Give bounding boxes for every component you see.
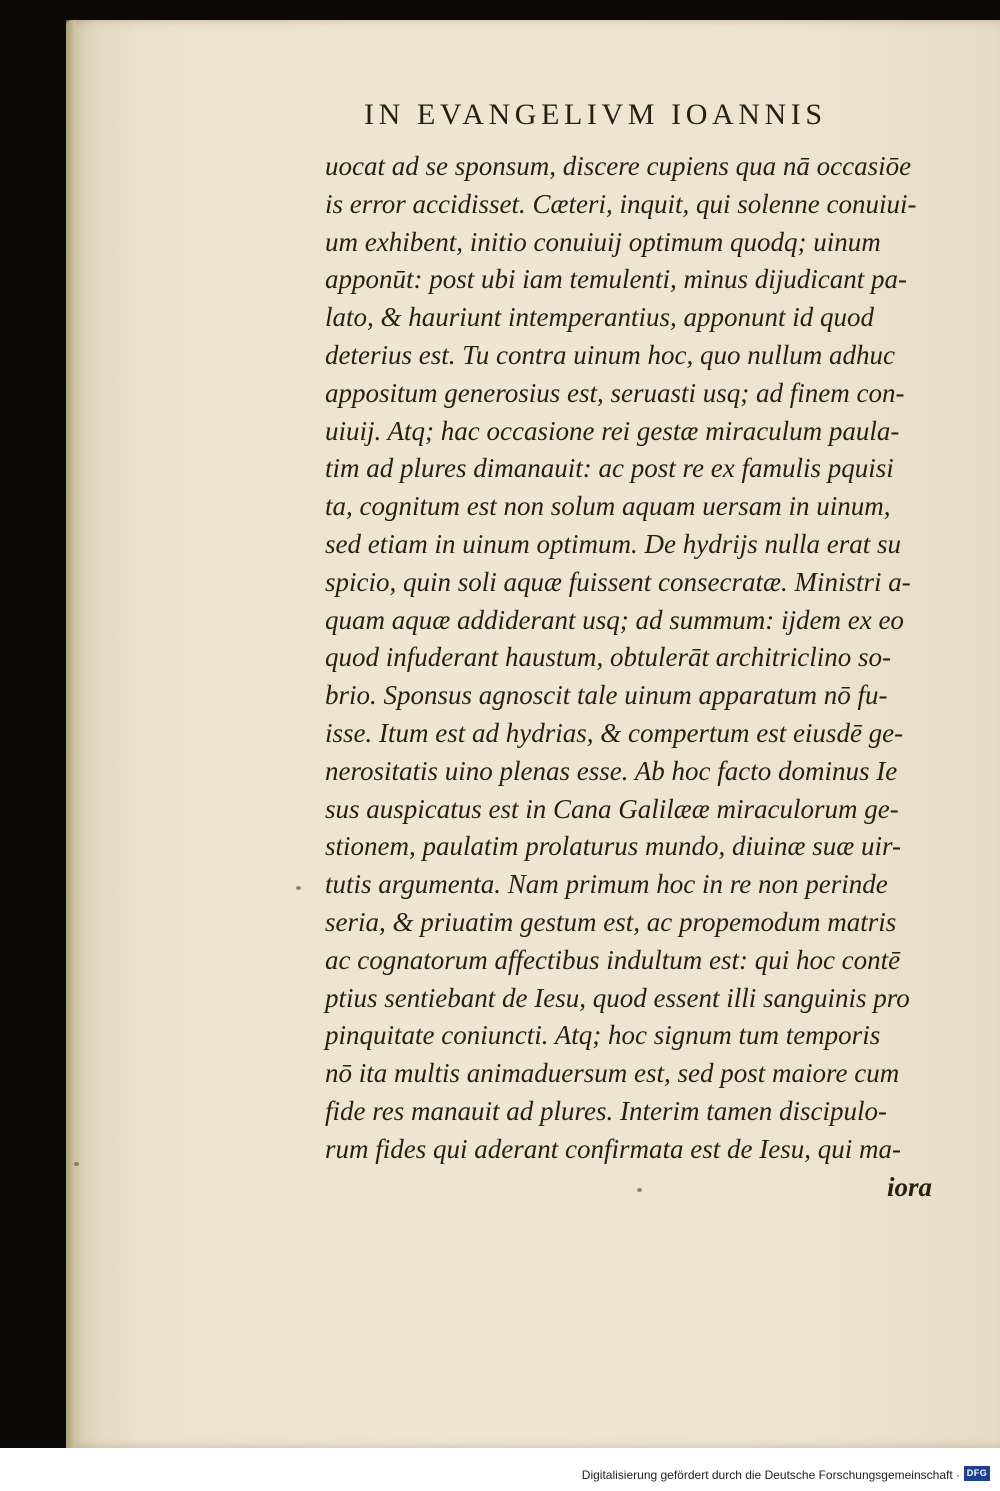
text-line: sed etiam in uinum optimum. De hydrijs nulla erat su (325, 528, 901, 559)
funding-credit: Digitalisierung gefördert durch die Deutsche Forschungsgemeinschaft · (581, 1468, 960, 1482)
text-line: tim ad plures dimanauit: ac post re ex famulis pquisi (325, 453, 894, 484)
dfg-logo-icon: DFG (964, 1466, 990, 1481)
text-line: seria, & priuatim gestum est, ac propemodum matris (325, 906, 897, 937)
text-line: ta, cognitum est non solum aquam uersam in uinum, (325, 491, 891, 522)
text-line: tutis argumenta. Nam primum hoc in re non perinde (325, 869, 888, 900)
paper-speck (296, 886, 301, 890)
text-line: quod infuderant haustum, obtulerāt architriclino so- (325, 642, 891, 673)
paper-speck (74, 1162, 79, 1166)
text-line: fide res manauit ad plures. Interim tamen discipulo- (325, 1095, 887, 1126)
text-line: nō ita multis animaduersum est, sed post maiore cum (325, 1058, 900, 1089)
text-line: appositum generosius est, seruasti usq; ad finem con- (325, 377, 905, 408)
text-line: spicio, quin soli aquæ fuissent consecratæ. Ministri a- (325, 566, 911, 597)
text-line: uocat ad se sponsum, discere cupiens qua nā occasiōe (325, 151, 912, 181)
text-line: um exhibent, initio conuiuij optimum quodq; uinum (325, 226, 881, 257)
text-line: is error accidisset. Cæteri, inquit, qui solenne conuiui- (325, 188, 917, 219)
text-line: deterius est. Tu contra uinum hoc, quo nullum adhuc (325, 339, 895, 370)
text-line: quam aquæ addiderant usq; ad summum: ijdem ex eo (325, 604, 904, 635)
text-line: sus auspicatus est in Cana Galilææ miraculorum ge- (325, 793, 899, 824)
text-line: stionem, paulatim prolaturus mundo, diuinæ suæ uir- (325, 831, 902, 862)
text-line: isse. Itum est ad hydrias, & compertum est eiusdē ge- (325, 717, 904, 748)
text-line: nerositatis uino plenas esse. Ab hoc facto dominus Ie (325, 755, 898, 786)
text-line: rum fides qui aderant confirmata est de Iesu, qui ma- (325, 1133, 901, 1164)
text-line: uiuij. Atq; hac occasione rei gestæ miraculum paula- (325, 415, 900, 446)
text-line: ptius sentiebant de Iesu, quod essent illi sanguinis pro (325, 982, 910, 1013)
running-head: IN EVANGELIVM IOANNIS (364, 98, 827, 131)
text-line: apponūt: post ubi iam temulenti, minus dijudicant pa- (325, 264, 907, 295)
text-block (325, 148, 945, 1169)
catchword: iora (886, 1172, 932, 1202)
paper-speck (637, 1188, 642, 1192)
text-line: brio. Sponsus agnoscit tale uinum apparatum nō fu- (325, 680, 888, 711)
text-line: pinquitate coniuncti. Atq; hoc signum tum temporis (325, 1020, 881, 1051)
text-line: lato, & hauriunt intemperantius, apponunt id quod (325, 302, 875, 333)
text-line: ac cognatorum affectibus indultum est: qui hoc contē (325, 944, 901, 975)
